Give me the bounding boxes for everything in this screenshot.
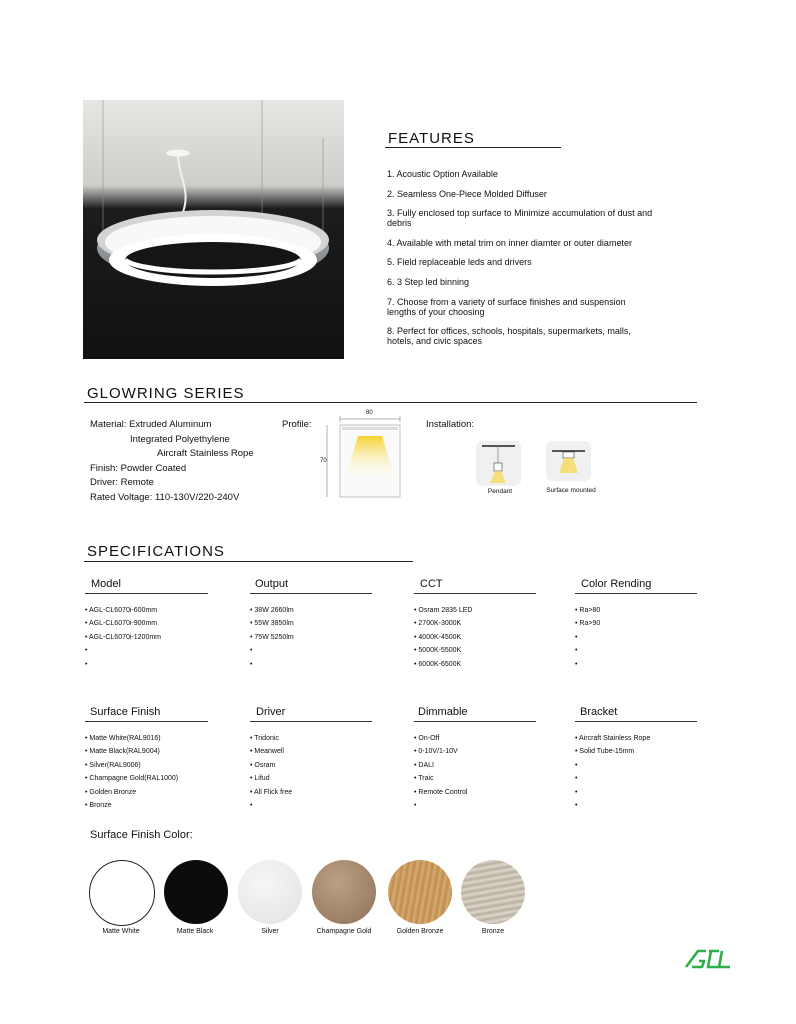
spec-col-output: [250, 578, 372, 671]
spec-col-cct: [414, 578, 536, 671]
list-item: • Lifud: [250, 775, 270, 783]
spec-col-header: Surface Finish: [90, 706, 161, 718]
swatch-label: Golden Bronze: [396, 928, 444, 935]
list-item: •: [414, 802, 417, 810]
spec-col-header: Driver: [256, 706, 286, 718]
spec-col-divider: [575, 721, 697, 722]
list-item: • Matte White(RAL9016): [85, 735, 161, 742]
list-item: •: [575, 775, 578, 783]
brand-logo: [684, 948, 732, 970]
profile-height: 70: [320, 458, 327, 464]
features-title: FEATURES: [388, 130, 475, 147]
driver-text: Driver: Remote: [90, 477, 154, 488]
features-divider: [385, 147, 561, 148]
list-item: •: [575, 647, 578, 655]
list-item: • AGL-CL6070i-600mm: [85, 607, 158, 614]
voltage-text: Rated Voltage: 110-130V/220-240V: [90, 491, 240, 503]
list-item: •: [250, 802, 253, 810]
feature-item: 8. Perfect for offices, schools, hospitals, supermarkets, malls, hotels, and civic spaces: [387, 326, 631, 347]
spec-col-list: [575, 604, 697, 671]
profile-drawing: [318, 410, 408, 500]
list-item: • Silver(RAL9006): [85, 761, 141, 769]
list-item: • Tridonic: [250, 735, 279, 742]
list-item: • All Flick free: [250, 788, 293, 796]
swatch-matte-white: [89, 860, 155, 926]
list-item: • Remote Control: [414, 788, 468, 796]
swatch-matte-black: [164, 860, 228, 924]
list-item: • On-Off: [414, 735, 440, 742]
material-block: [90, 418, 254, 505]
features-list: [387, 169, 657, 356]
finish-text: Finish: Powder Coated: [90, 462, 187, 474]
swatch-champagne-gold: [312, 860, 376, 924]
spec-col-list: [414, 732, 536, 812]
feature-item: 5. Field replaceable leds and drivers: [387, 257, 532, 268]
spec-col-header: Dimmable: [418, 706, 468, 718]
spec-col-divider: [414, 721, 536, 722]
product-photo: [83, 100, 344, 359]
pendant-label: Pendant: [487, 488, 513, 495]
installation-label: Installation:: [426, 419, 475, 430]
list-item: • 55W 3850lm: [250, 620, 294, 628]
material-text-2: Integrated Polyethylene: [130, 433, 230, 445]
profile-label: Profile:: [282, 419, 312, 430]
list-item: • 2700K-3000K: [414, 620, 462, 628]
spec-col-list: [85, 732, 208, 812]
spec-col-divider: [85, 593, 208, 594]
spec-col-list: [575, 732, 697, 812]
feature-item: 1. Acoustic Option Available: [387, 169, 498, 179]
list-item: •: [85, 647, 88, 655]
feature-item: 6. 3 Step led binning: [387, 276, 470, 287]
list-item: • Traic: [414, 775, 434, 783]
spec-col-divider: [250, 721, 372, 722]
list-item: •: [575, 633, 578, 641]
specifications-title: SPECIFICATIONS: [87, 543, 225, 560]
spec-col-dimmable: [414, 706, 536, 812]
swatch-label: Matte White: [102, 928, 140, 935]
spec-col-divider: [85, 721, 208, 722]
spec-col-header: Color Rending: [581, 578, 652, 590]
spec-col-list: [85, 604, 208, 671]
list-item: • 5000K-5500K: [414, 647, 462, 655]
list-item: • Ra>90: [575, 620, 601, 628]
spec-col-surface-finish: [85, 706, 208, 812]
swatch-golden-bronze: [388, 860, 452, 924]
pendant-icon: [476, 441, 521, 486]
list-item: • Osram 2835 LED: [414, 607, 473, 614]
specifications-divider: [84, 561, 413, 562]
list-item: • AGL-CL6070i-1200mm: [85, 633, 161, 641]
list-item: •: [575, 788, 578, 796]
list-item: •: [85, 660, 88, 668]
spec-col-color-rending: [575, 578, 697, 671]
spec-col-header: CCT: [420, 578, 443, 590]
list-item: • 4000K-4500K: [414, 633, 462, 641]
list-item: • Bronze: [85, 802, 112, 810]
spec-col-model: [85, 578, 208, 671]
list-item: •: [575, 660, 578, 668]
surface-mounted-icon: [546, 441, 591, 481]
spec-col-list: [414, 604, 536, 671]
feature-item: 2. Seamless One-Piece Molded Diffuser: [387, 188, 547, 199]
list-item: • Matte Black(RAL9004): [85, 748, 160, 756]
swatch-bronze: [461, 860, 525, 924]
list-item: • AGL-CL6070i-900mm: [85, 620, 158, 628]
profile-width: 80: [366, 410, 373, 416]
material-text: Material: Extruded Aluminum: [90, 419, 212, 430]
list-item: • DALI: [414, 761, 434, 769]
list-item: • Champagne Gold(RAL1000): [85, 775, 179, 783]
list-item: •: [250, 660, 253, 668]
list-item: • Meanwell: [250, 748, 284, 756]
list-item: • Solid Tube-15mm: [575, 748, 635, 756]
spec-col-driver: [250, 706, 372, 812]
list-item: •: [575, 802, 578, 810]
spec-col-divider: [575, 593, 697, 594]
list-item: • 75W 5250lm: [250, 633, 294, 641]
surface-mounted-label: Surface mounted: [546, 487, 596, 494]
swatch-silver: [238, 860, 302, 924]
spec-col-divider: [250, 593, 372, 594]
list-item: • 38W 2660lm: [250, 607, 294, 614]
list-item: •: [250, 647, 253, 655]
feature-item: 4. Available with metal trim on inner diamter or outer diameter: [387, 237, 632, 248]
list-item: • Aircraft Stainless Rope: [575, 735, 651, 742]
feature-item: 7. Choose from a variety of surface finishes and suspension lengths of your choosing: [387, 296, 626, 317]
feature-item: 3. Fully enclosed top surface to Minimize accumulation of dust and debris: [387, 208, 653, 229]
list-item: • Osram: [250, 761, 276, 769]
spec-col-header: Output: [255, 578, 289, 590]
glowring-pendant-image: [83, 100, 344, 359]
spec-col-list: [250, 732, 372, 812]
swatch-label: Champagne Gold: [316, 928, 372, 935]
material-text-3: Aircraft Stainless Rope: [157, 448, 254, 459]
spec-col-divider: [414, 593, 536, 594]
list-item: • Ra>80: [575, 607, 601, 614]
series-divider: [84, 402, 697, 403]
list-item: • 6000K-6500K: [414, 660, 462, 668]
swatch-label: Bronze: [481, 928, 505, 935]
swatch-label: Matte Black: [176, 928, 214, 935]
spec-col-header: Bracket: [580, 706, 618, 718]
list-item: •: [575, 761, 578, 769]
spec-col-list: [250, 604, 372, 671]
swatch-label: Silver: [261, 928, 279, 935]
list-item: • Golden Bronze: [85, 788, 137, 796]
spec-col-header: Model: [91, 578, 121, 590]
series-title: GLOWRING SERIES: [87, 385, 245, 402]
surface-finish-color-title: Surface Finish Color:: [90, 829, 193, 841]
spec-col-bracket: [575, 706, 697, 812]
list-item: • 0-10V/1-10V: [414, 748, 458, 756]
